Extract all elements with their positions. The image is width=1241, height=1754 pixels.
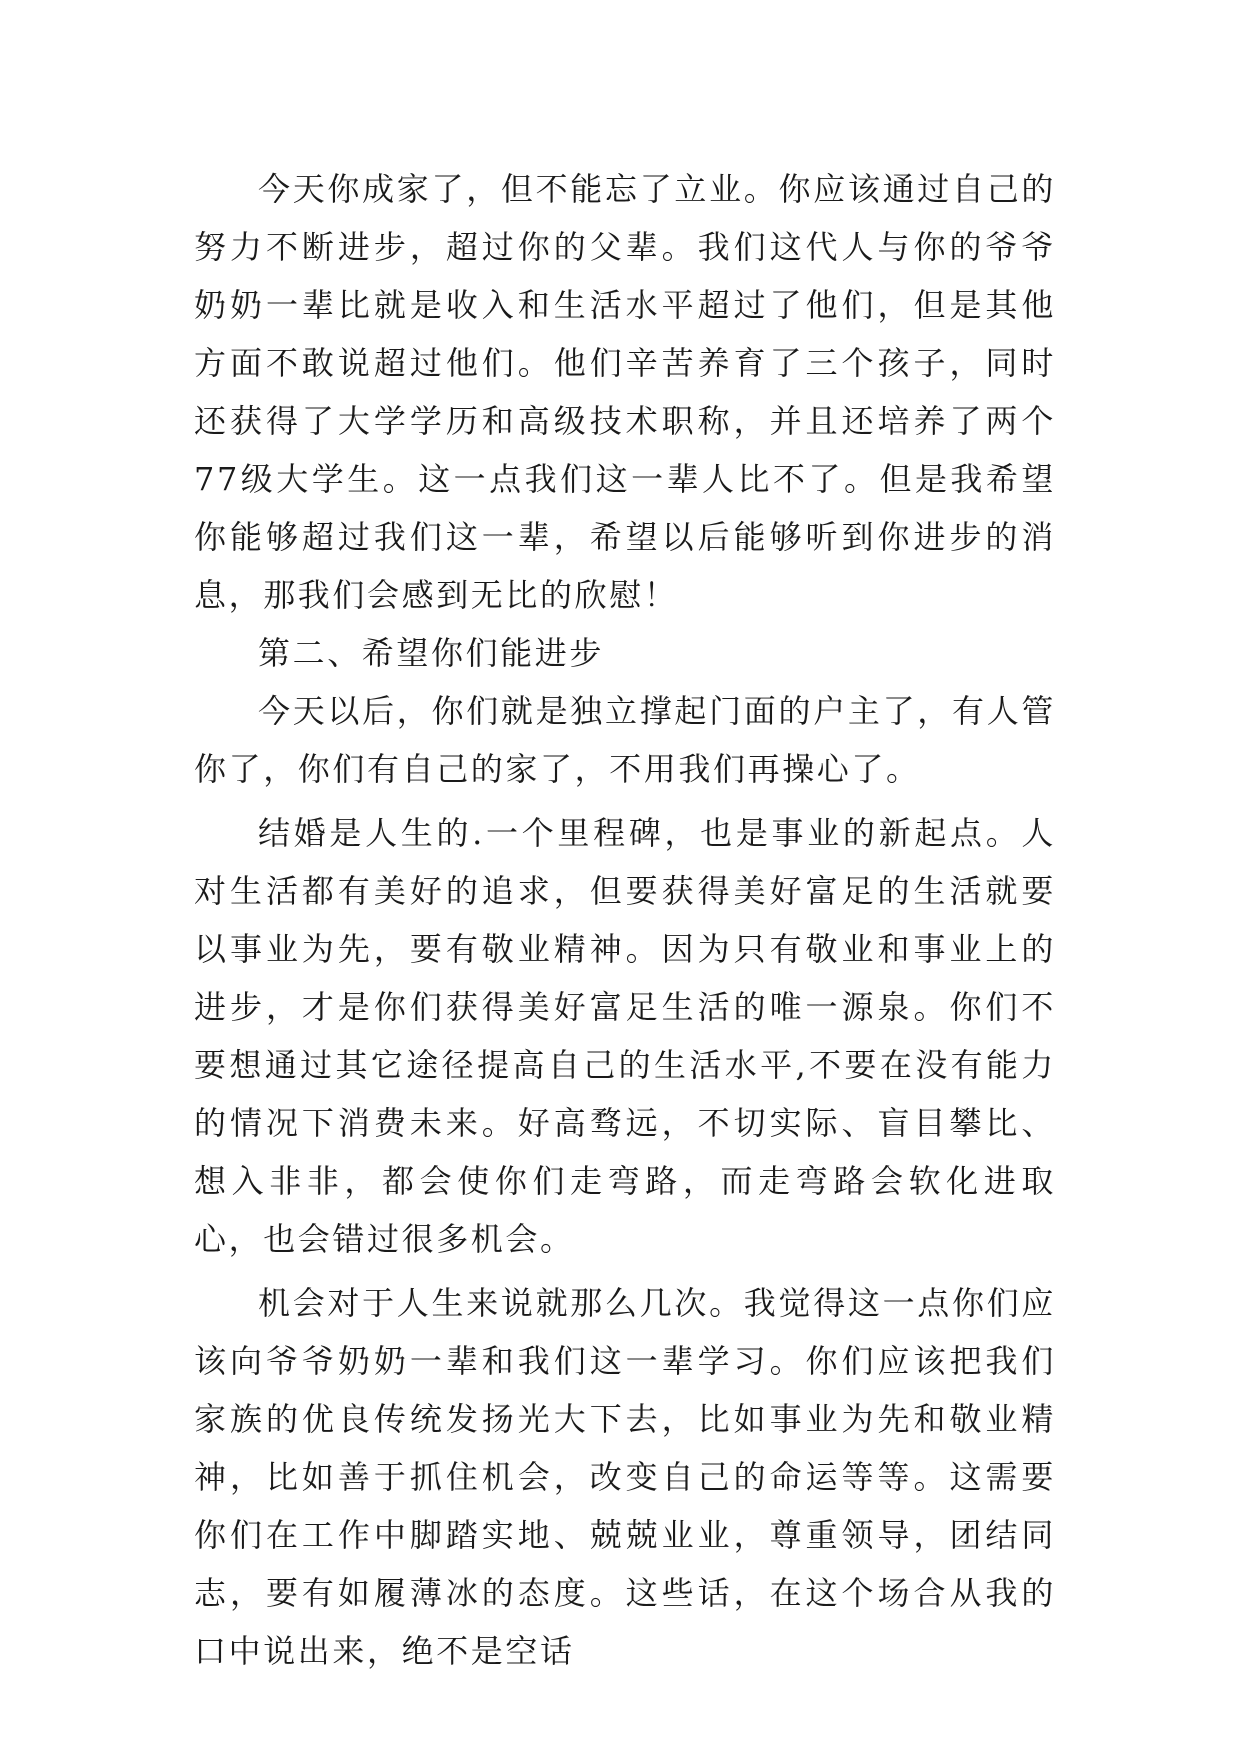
- paragraph-1: 今天你成家了，但不能忘了立业。你应该通过自己的努力不断进步，超过你的父辈。我们这代人与你的爷爷奶奶一辈比就是收入和生活水平超过了他们，但是其他方面不敢说超过他们。他们辛苦养育了三个孩子，同时还获得了大学学历和高级技术职称，并且还培养了两个77级大学生。这一点我们这一辈人比不了。但是我希望你能够超过我们这一辈，希望以后能够听到你进步的消息，那我们会感到无比的欣慰！: [194, 170, 1056, 614]
- paragraph-3: 结婚是人生的.一个里程碑，也是事业的新起点。人对生活都有美好的追求，但要获得美好富足的生活就要以事业为先，要有敬业精神。因为只有敬业和事业上的进步，才是你们获得美好富足生活的唯一源泉。你们不要想通过其它途径提高自己的生活水平,不要在没有能力的情况下消费未来。好高骛远，不切实际、盲目攀比、想入非非，都会使你们走弯路，而走弯路会软化进取心，也会错过很多机会。: [194, 814, 1056, 1258]
- paragraph-2: 今天以后，你们就是独立撑起门面的户主了，有人管你了，你们有自己的家了，不用我们再操心了。: [194, 692, 1056, 788]
- paragraph-4: 机会对于人生来说就那么几次。我觉得这一点你们应该向爷爷奶奶一辈和我们这一辈学习。你们应该把我们家族的优良传统发扬光大下去，比如事业为先和敬业精神，比如善于抓住机会，改变自己的命运等等。这需要你们在工作中脚踏实地、兢兢业业，尊重领导，团结同志，要有如履薄冰的态度。这些话，在这个场合从我的口中说出来，绝不是空话: [194, 1284, 1056, 1670]
- document-body: [194, 160, 1056, 1680]
- section-heading: 第二、希望你们能进步: [258, 634, 605, 672]
